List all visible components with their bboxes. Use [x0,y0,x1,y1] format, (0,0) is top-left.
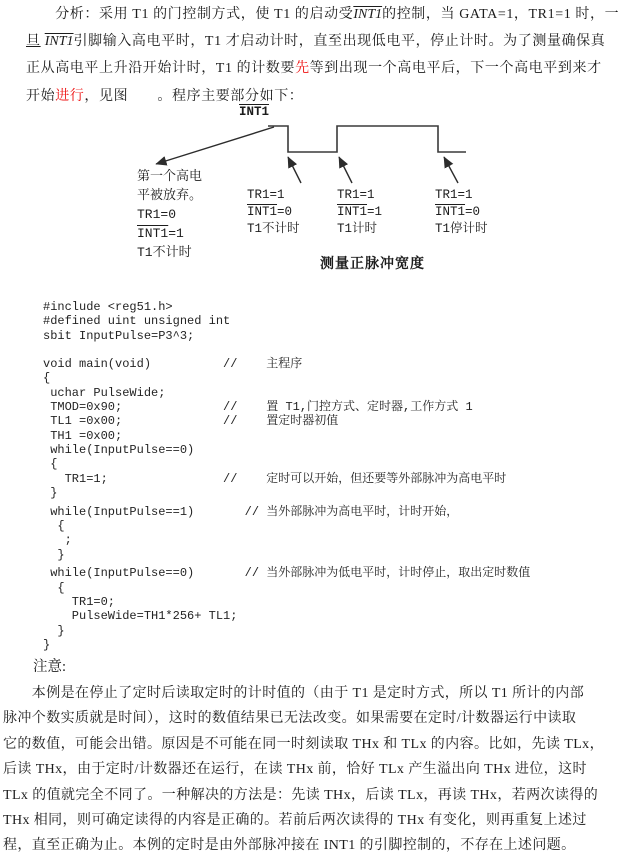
annotation-text: TR1=1 [247,188,285,202]
annotation-text: TR1=0 [137,207,177,222]
annotation-value: =0 [465,204,481,219]
note-line: 本例是在停止了定时后读取定时的计时值的（由于 T1 是定时方式，所以 T1 所计的内部 [3,686,585,701]
note-paragraph [3,681,623,859]
analysis-text: 引脚输入高电平时，T1 才启动计时，直至出现低电平，停止计时。为了测量确保真 [73,34,606,50]
code-line: { [43,457,58,472]
timing-diagram [0,105,623,283]
analysis-text: 的控制，当 GATA=1，TR1=1 时，一 [382,7,620,22]
code-line: #include <reg51.h> [43,300,173,314]
annotation-text [337,204,382,221]
code-line: uchar PulseWide; [43,385,166,400]
code-line: while(InputPulse==1) // 当外部脉冲为高电平时，计时开始， [43,504,459,519]
int1-signal-label [239,105,269,119]
annotation-text: 平被放弃。 [137,188,203,203]
annotation-block-discarded [137,167,202,262]
code-line: } [43,547,65,562]
analysis-paragraph [26,1,622,110]
analysis-text: 分析：采用 T1 的门控制方式，使 T1 的启动受 [26,7,354,22]
annotation-text: 第一个高电 [137,169,203,184]
annotation-text [137,224,202,243]
int1-overline-text: INT1 [239,105,270,119]
code-line [43,343,530,357]
code-line: void main(void) // 主程序 [43,357,303,372]
annotation-value: =1 [168,226,184,241]
waveform-graphic [0,105,623,283]
int1-overline-term: INT1 [44,34,74,50]
code-line: { [43,518,65,533]
annotation-text [247,204,300,221]
code-line: while(InputPulse==0) // 当外部脉冲为低电平时，计时停止，取出定时数值 [43,566,531,581]
analysis-line-1 [26,1,622,28]
code-line: TR1=0; [43,594,116,609]
note-line: 程，直至正确为止。本例的定时是由外部脉冲接在 INT1 的引脚控制的，不存在上述问题。 [3,838,576,854]
annotation-text: T1不计时 [247,221,300,236]
annotation-text: TR1=1 [435,188,473,202]
analysis-text: 正从高电平上升沿开始计时，T1 的计数要 [26,61,296,77]
edge-arrow-2 [339,157,352,183]
int1-overline-text: INT1 [435,204,466,219]
annotation-text: T1停计时 [435,221,488,236]
code-line: TL1 =0x00; // 置定时器初值 [43,414,339,429]
code-line: TMOD=0x90; // 置 T1,门控方式、定时器,工作方式 1 [43,400,473,415]
underlined-char: 旦 [26,34,41,50]
code-line: } [43,623,65,638]
edge-arrow-1 [288,157,301,183]
annotation-text: T1不计时 [137,245,192,260]
annotation-text: TR1=1 [337,188,375,202]
code-line: PulseWide=TH1*256+ TL1; [43,609,238,624]
annotation-block-no-count [247,187,300,237]
code-line: while(InputPulse==0) [43,442,195,457]
annotation-block-counting [337,187,382,237]
code-line: sbit InputPulse=P3^3; [43,328,195,343]
discard-pointer-arrow [156,127,274,164]
analysis-line-2 [26,28,622,55]
note-line: THx 相同，则可确定读得的内容是正确的。若前后两次读得的 THx 有变化，则再重复上述过 [3,812,587,828]
diagram-caption: 测量正脉冲宽度 [320,257,425,273]
code-line: TH1 =0x00; [43,428,123,443]
note-line: 它的数值，可能会出错。原因是不可能在同一时刻读取 THx 和 TLx 的内容。比如，先读 TLx， [3,736,604,752]
code-line: { [43,371,51,386]
code-line: ; [43,533,72,548]
code-line: TR1=1; // 定时可以开始，但还要等外部脉冲为高电平时 [43,471,507,486]
note-heading: 注意: [33,659,67,675]
annotation-block-stop [435,187,488,237]
code-line: } [43,485,58,500]
analysis-text: ，见图 。程序主要部分如下： [84,88,304,104]
int1-overline-text: INT1 [337,204,368,219]
note-line: TLx 的值就完全不同了。一种解决的方法是：先读 THx，后读 TLx，再读 THx，若两次读得的 [3,787,599,803]
annotation-value: =0 [277,204,293,219]
red-highlight-text: 先 [295,61,310,77]
analysis-text: 开始 [26,88,56,104]
int1-overline-text: INT1 [137,226,169,241]
annotation-text [435,204,488,221]
edge-arrow-3 [444,157,458,183]
analysis-text: 等到出现一个高电平后，下一个高电平到来才 [309,61,602,77]
int1-overline-term: INT1 [353,7,383,22]
note-line: 后读 THx，由于定时/计数器还在运行，在读 THx 前，恰好 TLx 产生溢出向 THx 进位，这时 [3,762,587,778]
annotation-value: =1 [367,204,383,219]
int1-waveform [268,126,466,152]
note-line: 脉冲个数实质就是时间），这时的数值结果已无法改变。如果需要在定时/计数器运行中读取 [3,711,577,727]
code-line: #defined uint unsigned int [43,314,231,329]
code-listing [43,300,530,652]
code-line: } [43,637,51,652]
int1-overline-text: INT1 [247,204,278,219]
code-line: { [43,580,65,595]
red-highlight-text: 进行 [55,88,85,104]
annotation-text: T1计时 [337,221,378,236]
analysis-line-3 [26,55,622,82]
